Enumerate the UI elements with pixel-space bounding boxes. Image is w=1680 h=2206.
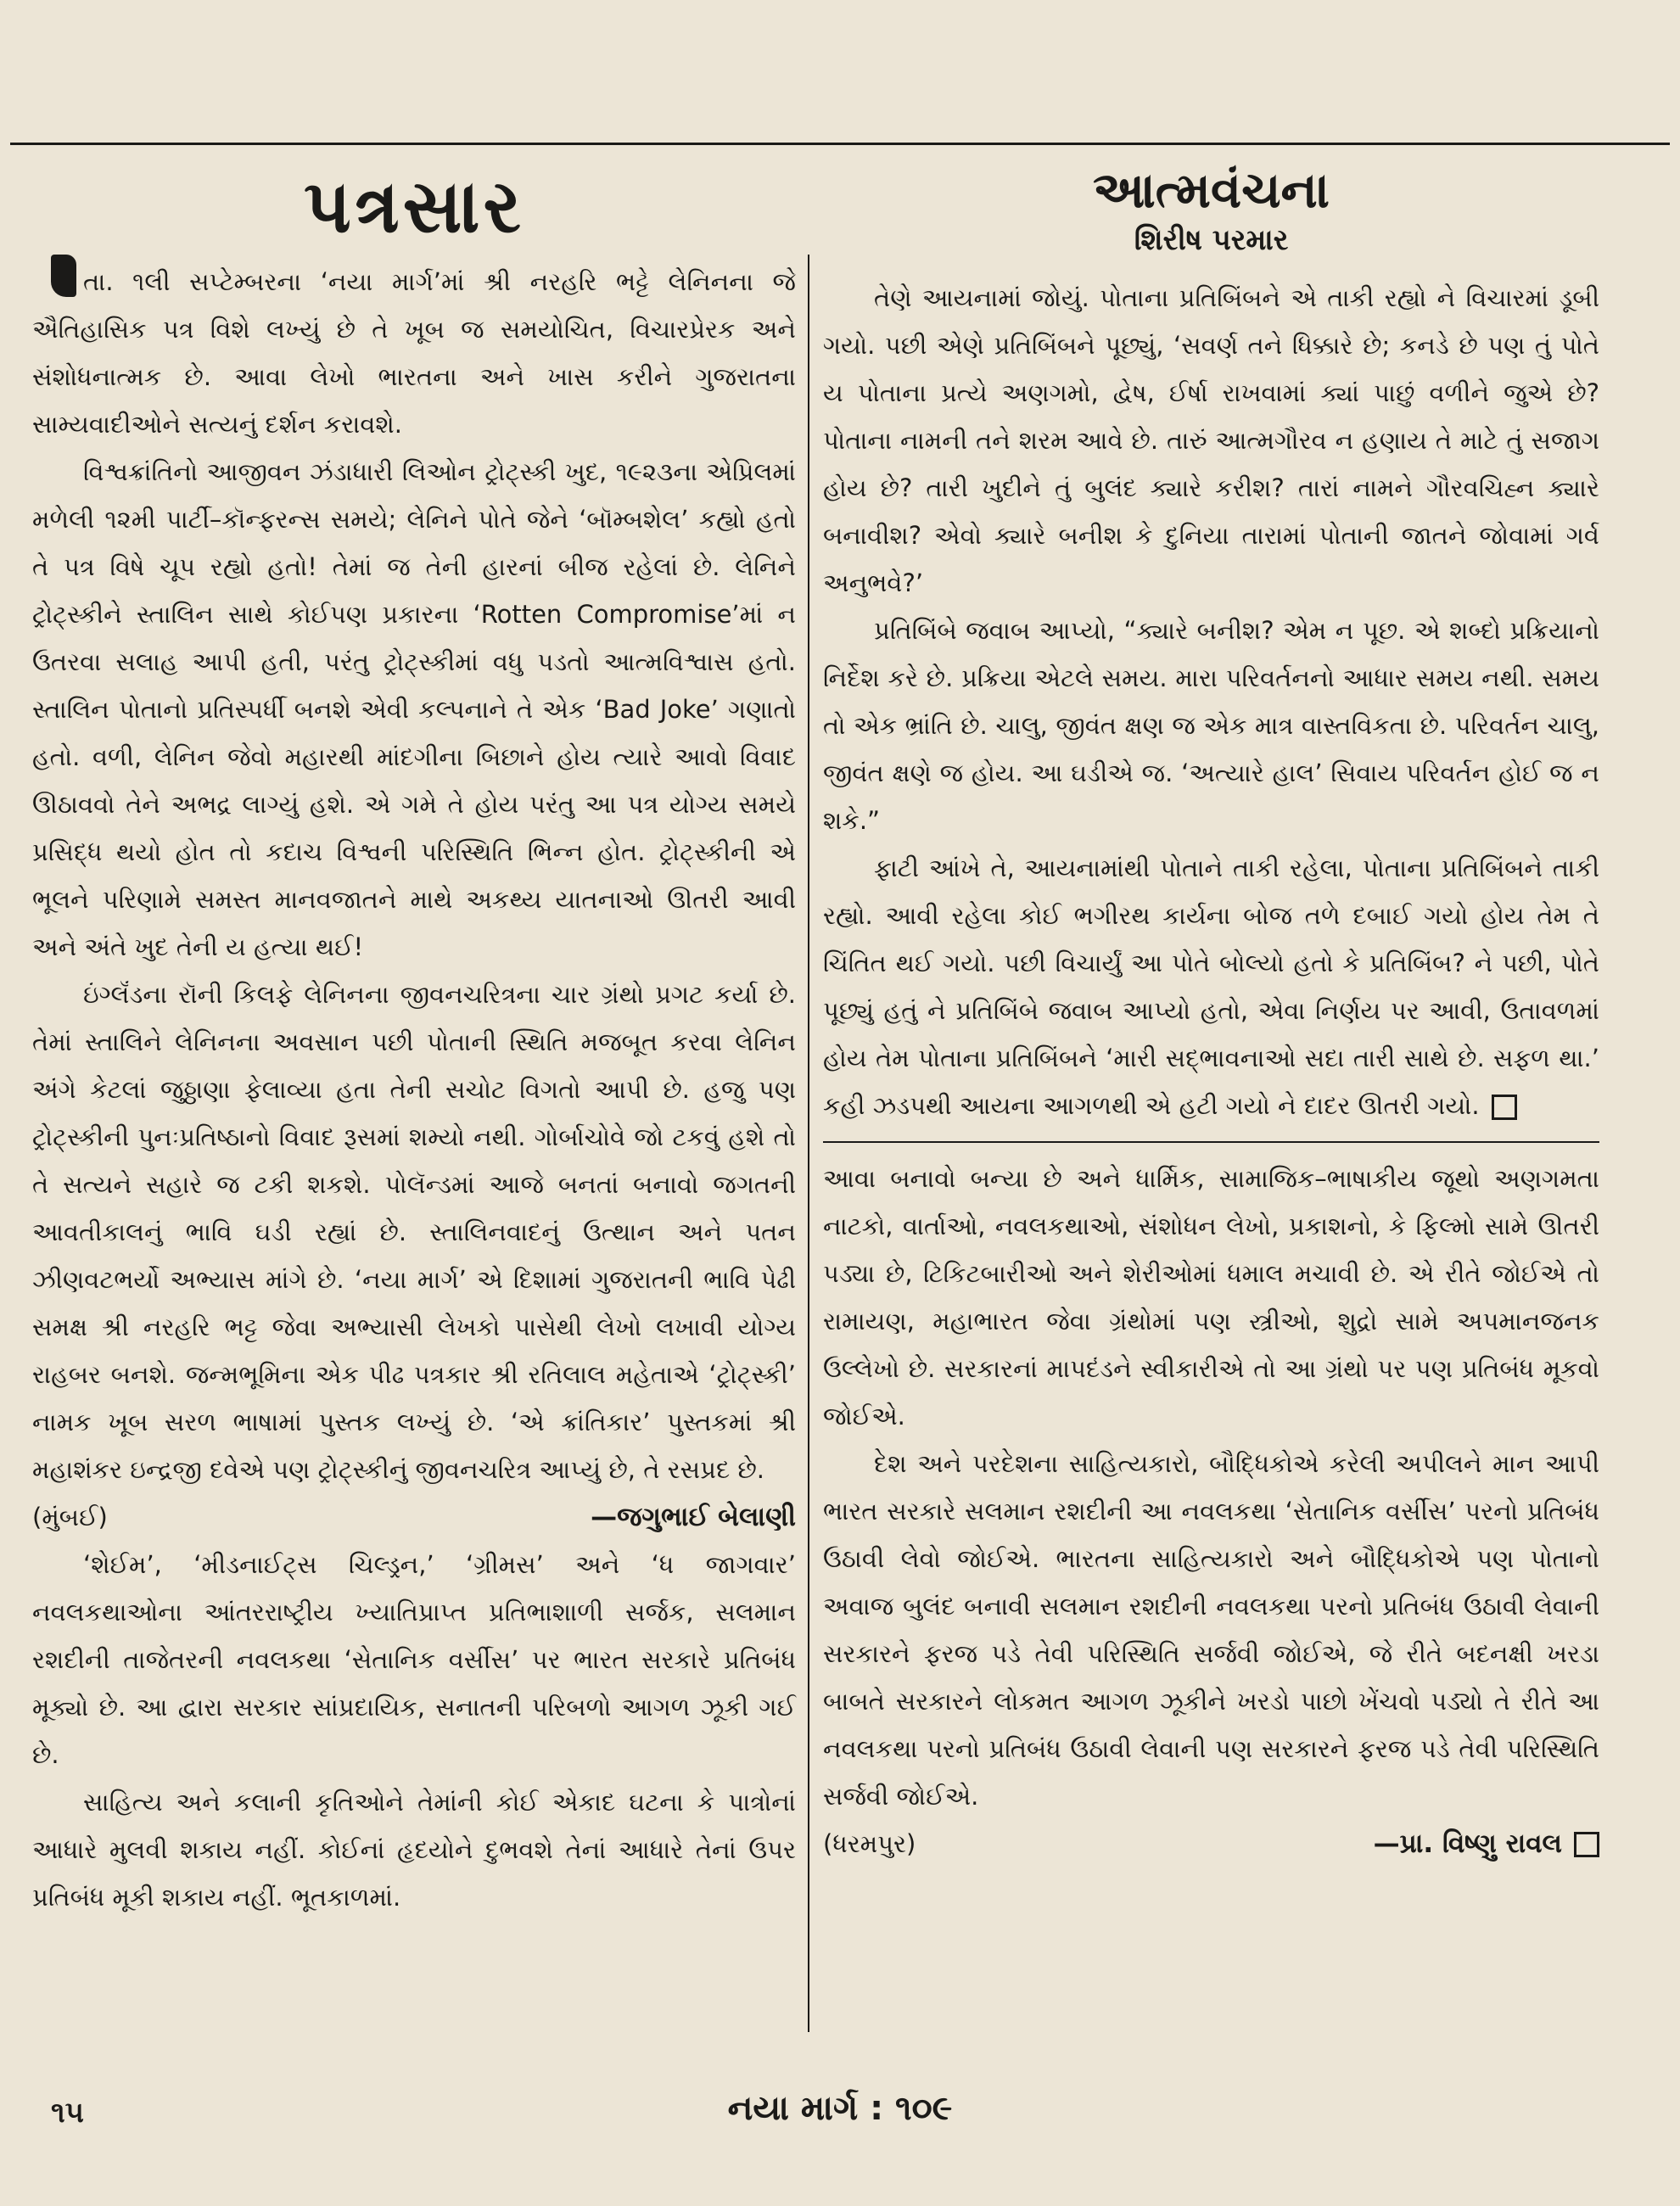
letter-signature: —જગુભાઈ બેલાણી <box>591 1502 796 1533</box>
letter-paragraph: તા. ૧લી સપ્ટેમ્બરના ‘નયા માર્ગ’માં શ્રી નરહરિ ભટ્ટે લેનિનના જે ઐતિહાસિક પત્ર વિશે લખ્યું છે તે ખૂબ જ સમયોચિત, વિચારપ્રેરક અને સંશોધનાત્મક છે. આવા લેખો ભારતના અને ખાસ કરીને ગુજરાતના સામ્યવાદીઓને સત્યનું દર્શન કરાવશે. <box>32 267 796 440</box>
letter-signature-text: —પ્રા. વિષ્ણુ રાવલ <box>1373 1828 1562 1859</box>
story-paragraph: તેણે આયનામાં જોયું. પોતાના પ્રતિબિંબને એ તાકી રહ્યો ને વિચારમાં ડૂબી ગયો. પછી એણે પ્રતિબિંબને પૂછ્યું, ‘સવર્ણ તને ધિક્કારે છે; કનડે છે પણ તું પોતે ય પોતાના પ્રત્યે અણગમો, દ્વેષ, ઈર્ષા રાખવામાં ક્યાં પાછું વળીને જુએ છે? પોતાના નામની તને શરમ આવે છે. તારું આત્મગૌરવ ન હણાય તે માટે તું સજાગ હોય છે? તારી ખુદીને તું બુલંદ ક્યારે કરીશ? તારાં નામને ગૌરવચિહ્ન ક્યારે બનાવીશ? એવો ક્યારે બનીશ કે દુનિયા તારામાં પોતાની જાતને જોવામાં ગર્વ અનુભવે?’ <box>823 283 1599 597</box>
letter-paragraph: સાહિત્ય અને કલાની કૃતિઓને તેમાંની કોઈ એકાદ ઘટના કે પાત્રોનાં આધારે મુલવી શકાય નહીં. કોઈનાં હૃદયોને દુભવશે તેનાં આધારે તેનાં ઉપર પ્રતિબંધ મૂકી શકાય નહીં. ભૂતકાળમાં. <box>32 1788 796 1912</box>
letter-place: (ધરમપુર) <box>823 1828 916 1858</box>
story-paragraph: પ્રતિબિંબે જવાબ આપ્યો, “ક્યારે બનીશ? એમ ન પૂછ. એ શબ્દો પ્રક્રિયાનો નિર્દેશ કરે છે. પ્રક્રિયા એટલે સમય. મારા પરિવર્તનનો આધાર સમય નથી. સમય તો એક ભ્રાંતિ છે. ચાલુ, જીવંત ક્ષણ જ એક માત્ર વાસ્તવિકતા છે. પરિવર્તન ચાલુ, જીવંત ક્ષણે જ હોય. આ ઘડીએ જ. ‘અત્યારે હાલ’ સિવાય પરિવર્તન હોઈ જ ન શકે.” <box>823 615 1599 835</box>
story-author: શિરીષ પરમાર <box>1134 222 1289 257</box>
letter-paragraph: ઇંગ્લૅંડના રૉની કિલફે લેનિનના જીવનચરિત્રના ચાર ગ્રંથો પ્રગટ કર્યા છે. તેમાં સ્તાલિને લેનિનના અવસાન પછી પોતાની સ્થિતિ મજબૂત કરવા લેનિન અંગે કેટલાં જુઠ્ઠાણા ફેલાવ્યા હતા તેની સચોટ વિગતો આપી છે. હજુ પણ ટ્રોટ્સ્કીની પુનઃપ્રતિષ્ઠાનો વિવાદ રૂસમાં શમ્યો નથી. ગોર્બાચોવે જો ટકવું હશે તો તે સત્યને સહારે જ ટકી શકશે. પોલૅન્ડમાં આજે બનતાં બનાવો જગતની આવતીકાલનું ભાવિ ઘડી રહ્યાં છે. સ્તાલિનવાદનું ઉત્થાન અને પતન ઝીણવટભર્યો અભ્યાસ માંગે છે. ‘નયા માર્ગ’ એ દિશામાં ગુજરાતની ભાવિ પેઢી સમક્ષ શ્રી નરહરિ ભટ્ટ જેવા અભ્યાસી લેખકો પાસેથી લેખો લખાવી યોગ્ય રાહબર બનશે. જન્મભૂમિના એક પીઢ પત્રકાર શ્રી રતિલાલ મહેતાએ ‘ટ્રોટ્સ્કી’ નામક ખૂબ સરળ ભાષામાં પુસ્તક લખ્યું છે. ‘એ ક્રાંતિકાર’ પુસ્તકમાં શ્રી મહાશંકર ઇન્દ્રજી દવેએ પણ ટ્રોટ્સ્કીનું જીવનચરિત્ર આપ્યું છે, તે રસપ્રદ છે. <box>32 980 796 1485</box>
section-heading: પત્રસાર <box>304 165 524 249</box>
letter-paragraph: આવા બનાવો બન્યા છે અને ધાર્મિક, સામાજિક–ભાષાકીય જૂથો અણગમતા નાટકો, વાર્તાઓ, નવલકથાઓ, સંશોધન લેખો, પ્રકાશનો, કે ફિલ્મો સામે ઊતરી પડ્યા છે, ટિકિટબારીઓ અને શેરીઓમાં ધમાલ મચાવી છે. એ રીતે જોઈએ તો રામાયણ, મહાભારત જેવા ગ્રંથોમાં પણ સ્ત્રીઓ, શુદ્રો સામે અપમાનજનક ઉલ્લેખો છે. સરકારનાં માપદંડને સ્વીકારીએ તો આ ગ્રંથો પર પણ પ્રતિબંધ મૂકવો જોઈએ. <box>823 1163 1599 1431</box>
letter-signature <box>1374 1820 1599 1867</box>
end-mark-icon <box>1492 1095 1517 1120</box>
section-rule <box>823 1129 1599 1143</box>
magazine-footer: નયા માર્ગ : ૧૦૯ <box>727 2089 953 2128</box>
left-column <box>32 148 796 1921</box>
right-column <box>823 148 1599 1867</box>
story-paragraph-text: ફાટી આંખે તે, આયનામાંથી પોતાને તાકી રહેલા, પોતાના પ્રતિબિંબને તાકી રહ્યો. આવી રહેલા કોઈ ભગીરથ કાર્યના બોજ તળે દબાઈ ગયો હોય તેમ તે ચિંતિત થઈ ગયો. પછી વિચાર્યું આ પોતે બોલ્યો હતો કે પ્રતિબિંબ? ને પછી, પોતે પૂછ્યું હતું ને પ્રતિબિંબે જવાબ આપ્યો હતો, એવા નિર્ણય પર આવી, ઉતાવળમાં હોય તેમ પોતાના પ્રતિબિંબને ‘મારી સદ્‌ભાવનાઓ સદા તારી સાથે છે. સફળ થા.’ કહી ઝડપથી આયના આગળથી એ હટી ગયો ને દાદર ઊતરી ગયો. <box>823 853 1599 1120</box>
page-number: ૧૫ <box>51 2096 84 2130</box>
letter-place: (મુંબઈ) <box>32 1503 108 1532</box>
story-title: આત્મવંચના <box>1093 161 1330 219</box>
story-paragraph <box>823 844 1599 1129</box>
end-mark-icon <box>1574 1832 1599 1857</box>
letter-footer <box>823 1820 1599 1867</box>
top-rule <box>10 143 1670 145</box>
column-divider <box>808 255 809 2032</box>
letter-paragraph: દેશ અને પરદેશના સાહિત્યકારો, બૌદ્ધિકોએ કરેલી અપીલને માન આપી ભારત સરકારે સલમાન રશદીની આ નવલકથા ‘સેતાનિક વર્સીસ’ પરનો પ્રતિબંધ ઉઠાવી લેવો જોઈએ. ભારતના સાહિત્યકારો અને બૌદ્ધિકોએ પણ પોતાનો અવાજ બુલંદ બનાવી સલમાન રશદીની નવલકથા પરનો પ્રતિબંધ ઉઠાવી લેવાની સરકારને ફરજ પડે તેવી પરિસ્થિતિ સર્જવી જોઈએ, જે રીતે બદનક્ષી ખરડા બાબતે સરકારને લોકમત આગળ ઝૂકીને ખરડો પાછો ખેંચવો પડ્યો તે રીતે આ નવલકથા પરનો પ્રતિબંધ ઉઠાવી લેવાની પણ સરકારને ફરજ પડે તેવી પરિસ્થિતિ સર્જવી જોઈએ. <box>823 1448 1599 1811</box>
letter-paragraph: વિશ્વક્રાંતિનો આજીવન ઝંડાધારી લિઓન ટ્રોટ્સ્કી ખુદ, ૧૯૨૩ના એપ્રિલમાં મળેલી ૧૨મી પાર્ટી–કૉન્ફરન્સ સમયે; લેનિને પોતે જેને ‘બૉમ્બશેલ’ કહ્યો હતો તે પત્ર વિષે ચૂપ રહ્યો હતો! તેમાં જ તેની હારનાં બીજ રહેલાં છે. લેનિને ટ્રોટ્સ્કીને સ્તાલિન સાથે કોઈપણ પ્રકારના ‘Rotten Compromise’માં ન ઉતરવા સલાહ આપી હતી, પરંતુ ટ્રોટ્સ્કીમાં વધુ પડતો આત્મવિશ્વાસ હતો. સ્તાલિન પોતાનો પ્રતિસ્પર્ધી બનશે એવી કલ્પનાને તે એક ‘Bad Joke’ ગણાતો હતો. વળી, લેનિન જેવો મહારથી માંદગીના બિછાને હોય ત્યારે આવો વિવાદ ઊઠાવવો તેને અભદ્ર લાગ્યું હશે. એ ગમે તે હોય પરંતુ આ પત્ર યોગ્ય સમયે પ્રસિદ્ધ થયો હોત તો કદાચ વિશ્વની પરિસ્થિતિ ભિન્ન હોત. ટ્રોટ્સ્કીની એ ભૂલને પરિણામે સમસ્ત માનવજાતને માથે અકથ્ય યાતનાઓ ઊતરી આવી અને અંતે ખુદ તેની ય હત્યા થઈ! <box>32 457 796 962</box>
letter-paragraph: ‘શેઈમ’, ‘મીડનાઈટ્સ ચિલ્ડ્રન,’ ‘ગ્રીમસ’ અને ‘ધ જાગવાર’ નવલકથાઓના આંતરરાષ્ટ્રીય ખ્યાતિપ્રાપ્ત પ્રતિભાશાળી સર્જક, સલમાન રશદીની તાજેતરની નવલકથા ‘સેતાનિક વર્સીસ’ પર ભારત સરકારે પ્રતિબંધ મૂક્યો છે. આ દ્વારા સરકાર સાંપ્રદાયિક, સનાતની પરિબળો આગળ ઝૂકી ગઈ છે. <box>32 1550 796 1770</box>
